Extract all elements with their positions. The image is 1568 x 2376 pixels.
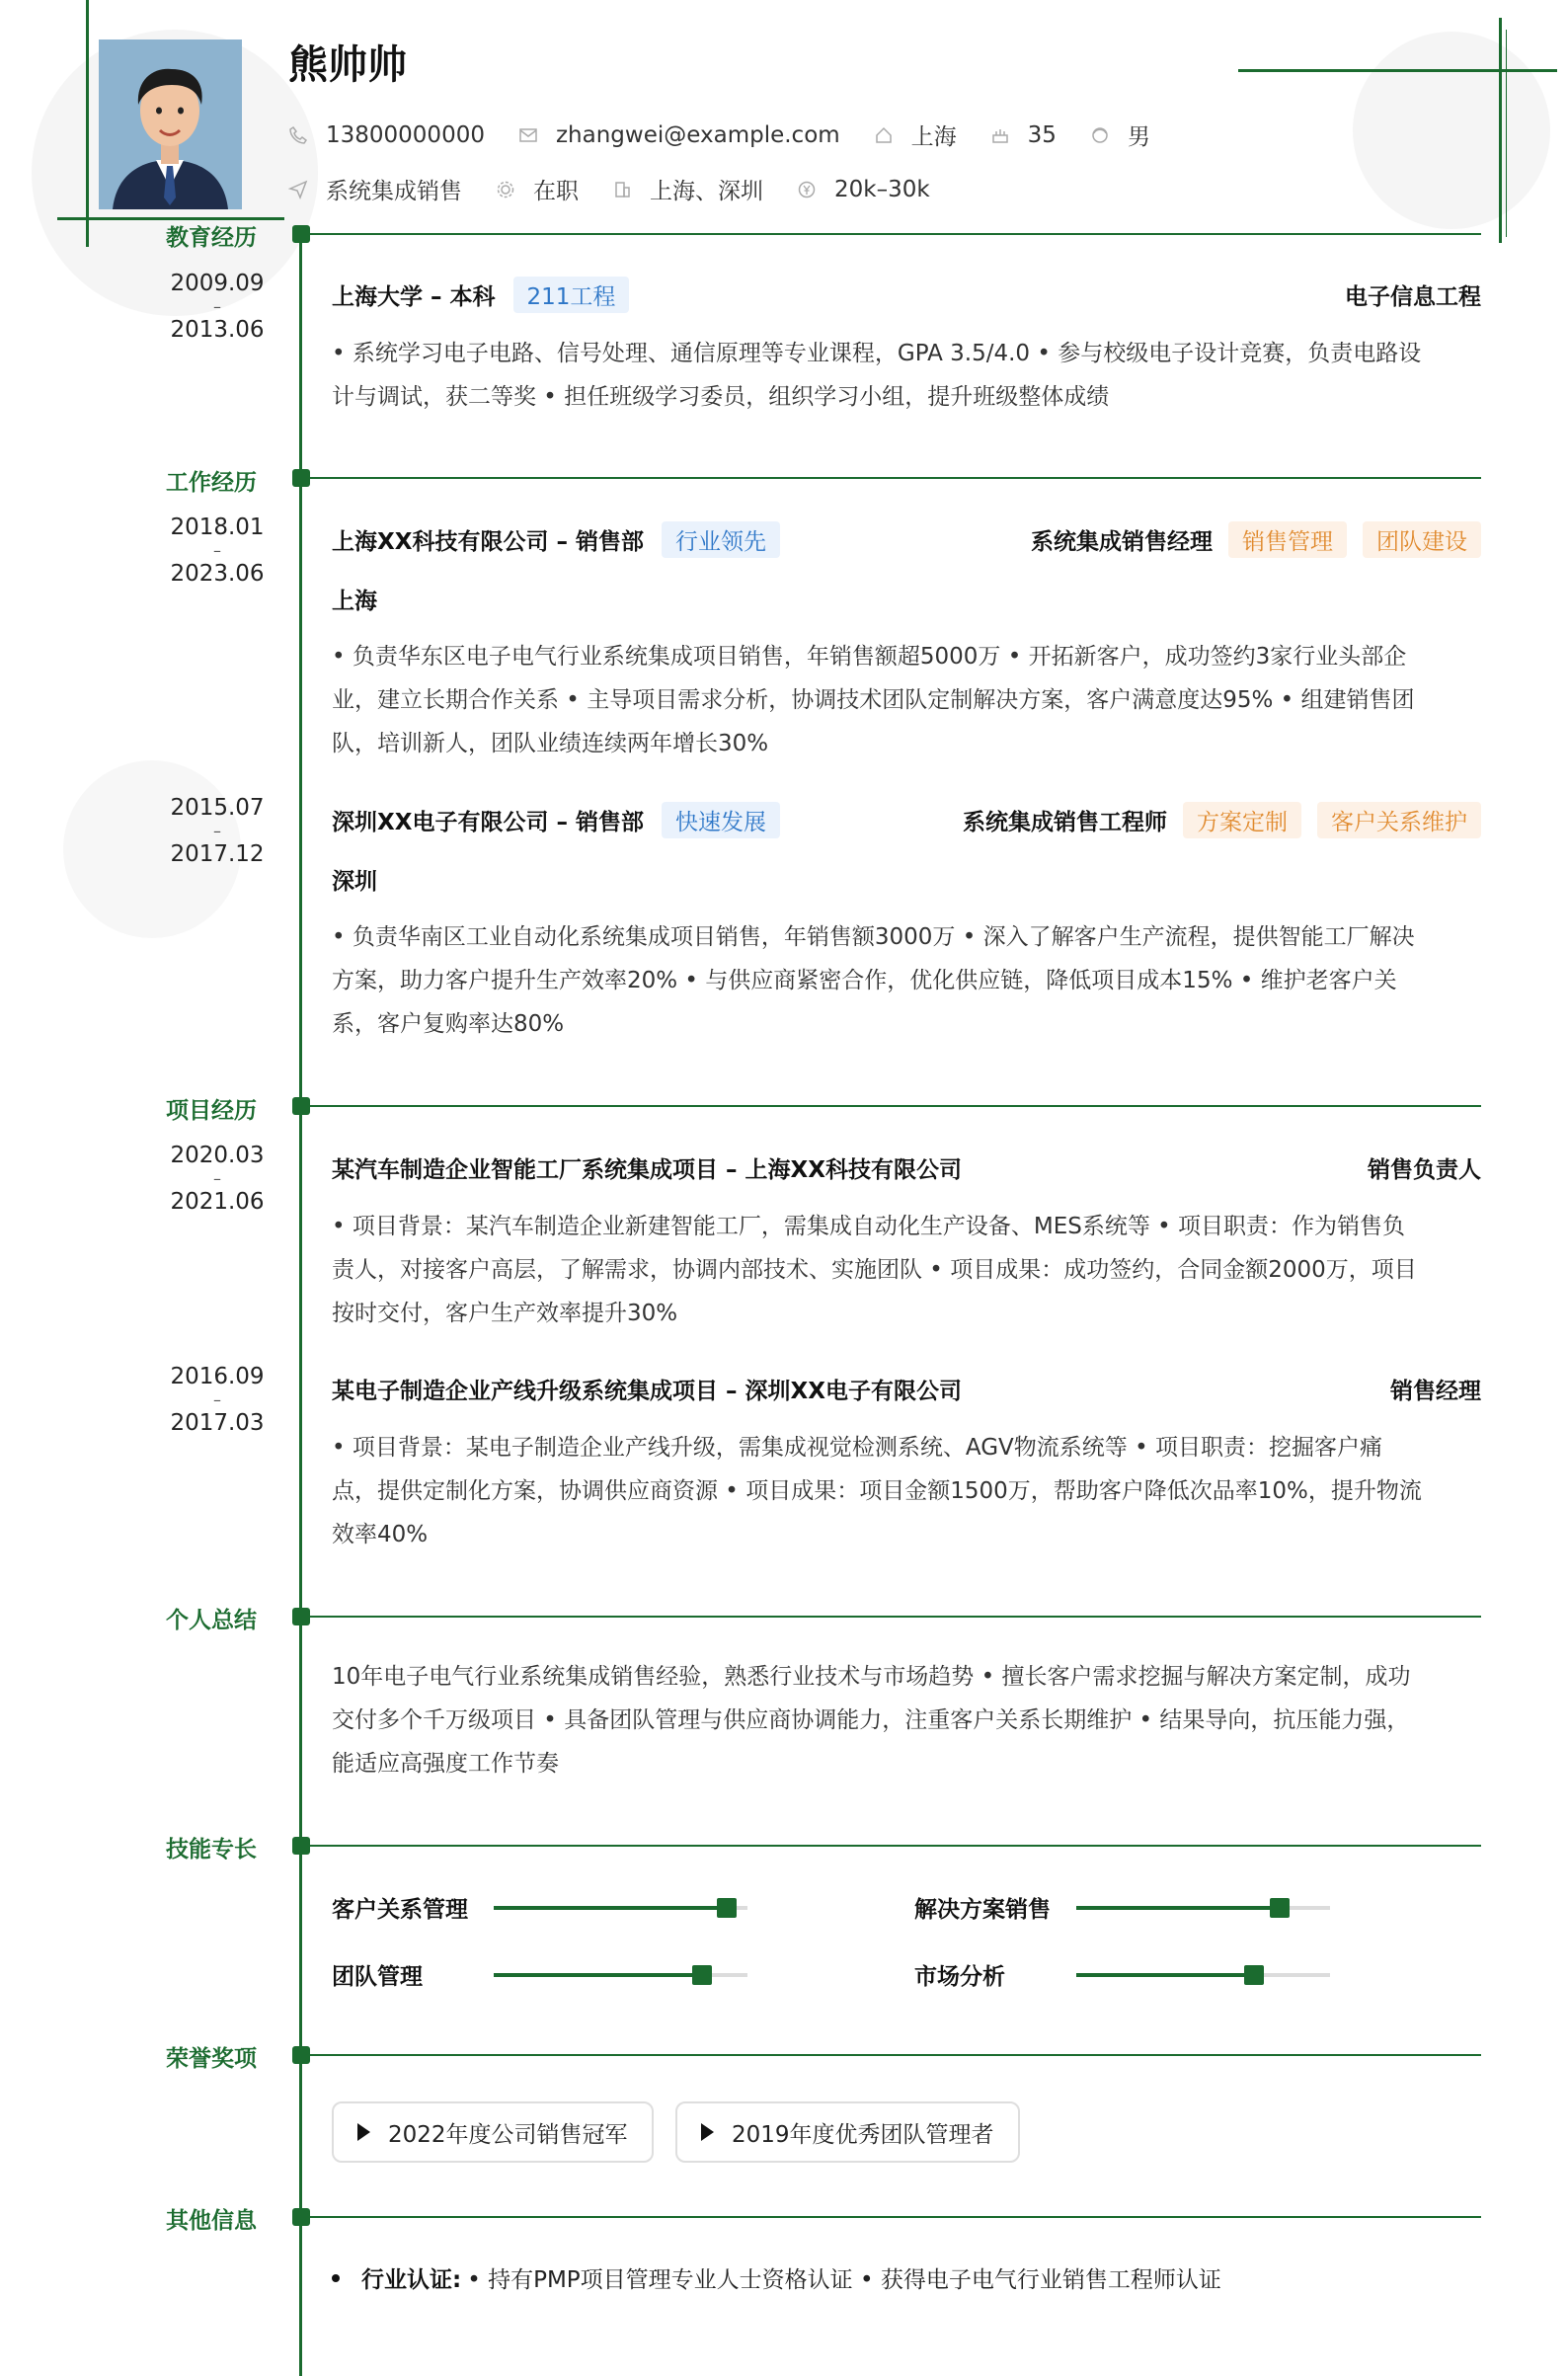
skill-bar-knob: [717, 1898, 737, 1918]
skill-bar: [1076, 1973, 1330, 1977]
skill-bar-fill: [1076, 1973, 1254, 1977]
text-line: • 负责华东区电子电气行业系统集成项目销售，年销售额超5000万 • 开拓新客户，成功签约3家行业头部企: [332, 644, 1407, 670]
section-marker: [292, 2046, 310, 2064]
date-dash: –: [213, 297, 221, 316]
date-end: 2013.06: [170, 317, 265, 343]
skill-bar-fill: [494, 1973, 702, 1977]
work-header: [332, 802, 1481, 838]
text-line: 交付多个千万级项目 • 具备团队管理与供应商协调能力，注重客户关系长期维护 • 结果导向，抗压能力强，: [332, 1707, 1410, 1733]
yuan-icon: [797, 180, 817, 199]
award-chip: [332, 2101, 654, 2163]
school-tag: 211工程: [513, 277, 630, 313]
gender-item: [1090, 119, 1150, 151]
summary-text: [332, 1655, 1481, 1785]
company-name: 深圳XX电子有限公司 – 销售部: [332, 810, 644, 835]
date-end: 2017.03: [170, 1410, 265, 1436]
target-city-item: [612, 173, 763, 205]
job-title: 系统集成销售经理: [1031, 529, 1213, 555]
work-city: 上海: [332, 589, 377, 614]
company-name: 上海XX科技有限公司 – 销售部: [332, 529, 644, 555]
skill-name: 团队管理: [332, 1964, 423, 1990]
education-description: [332, 332, 1481, 419]
age-item: [990, 122, 1057, 148]
other-info-item: [332, 2261, 1221, 2294]
play-icon: [701, 2123, 714, 2141]
city-item: [874, 119, 957, 151]
section-divider: [310, 2054, 1481, 2056]
section-title-summary: 个人总结: [166, 1608, 257, 1633]
skill-bar-knob: [1270, 1898, 1290, 1918]
text-line: 效率40%: [332, 1522, 429, 1547]
text-line: 责人，对接客户高层，了解需求，协调内部技术、实施团队 • 项目成果：成功签约，合同金额2000万，项目: [332, 1257, 1417, 1283]
date-end: 2023.06: [170, 561, 265, 587]
major: 电子信息工程: [1345, 284, 1481, 310]
phone-icon: [288, 125, 308, 145]
section-title-work: 工作经历: [166, 470, 257, 496]
work-city: 深圳: [332, 869, 377, 895]
cake-icon: [990, 125, 1010, 145]
section-marker: [292, 469, 310, 487]
date-end: 2021.06: [170, 1189, 265, 1215]
date-dash: –: [213, 541, 221, 560]
decor-line: [86, 0, 89, 247]
email-item: [518, 122, 840, 148]
date-start: 2009.09: [170, 271, 265, 296]
current-city: 上海: [910, 124, 957, 150]
other-text: • 持有PMP项目管理专业人士资格认证 • 获得电子电气行业销售工程师认证: [467, 2267, 1221, 2293]
section-divider: [310, 2216, 1481, 2218]
section-divider: [310, 233, 1481, 235]
skill-tag: 客户关系维护: [1317, 802, 1481, 838]
project-header: [332, 1151, 1481, 1184]
gender-value: 男: [1127, 124, 1150, 150]
section-divider: [310, 1845, 1481, 1847]
award-chip: [675, 2101, 1020, 2163]
skill-item: [332, 1891, 747, 1924]
date-dash: –: [213, 1169, 221, 1188]
project-title: 某电子制造企业产线升级系统集成项目 – 深圳XX电子有限公司: [332, 1379, 962, 1404]
section-title-skills: 技能专长: [166, 1837, 257, 1862]
section-divider: [310, 1616, 1481, 1618]
decor-line: [1499, 18, 1502, 243]
award-label: 2019年度优秀团队管理者: [732, 2121, 994, 2148]
skill-tag: 销售管理: [1228, 521, 1347, 558]
person-avatar-icon: [99, 40, 242, 209]
job-intent-row: [288, 173, 964, 205]
date-range: [148, 515, 286, 587]
contact-row: [288, 119, 1184, 151]
mail-icon: [518, 125, 538, 145]
skill-item: [332, 1958, 747, 1991]
section-marker: [292, 225, 310, 243]
education-header: [332, 277, 1481, 313]
home-icon: [874, 125, 894, 145]
skill-bar-knob: [692, 1965, 712, 1985]
skill-tag: 方案定制: [1183, 802, 1301, 838]
text-line: 点，提供定制化方案，协调供应商资源 • 项目成果：项目金额1500万，帮助客户降低次品率10%，提升物流: [332, 1478, 1422, 1504]
decor-circle: [1353, 32, 1550, 229]
skill-bar-knob: [1244, 1965, 1264, 1985]
skill-name: 市场分析: [914, 1964, 1005, 1990]
profile-photo: [99, 40, 242, 209]
email-address: zhangwei@example.com: [555, 121, 840, 148]
salary-range: 20k–30k: [834, 176, 930, 202]
status-item: [496, 173, 579, 205]
bullet-icon: [332, 2274, 340, 2282]
skill-bar-fill: [494, 1906, 727, 1910]
skill-bar-fill: [1076, 1906, 1280, 1910]
work-header: [332, 521, 1481, 558]
date-end: 2017.12: [170, 841, 265, 867]
project-description: [332, 1426, 1481, 1556]
date-range: [148, 272, 286, 343]
candidate-name: 熊帅帅: [288, 42, 407, 88]
skill-bar: [494, 1906, 747, 1910]
award-label: 2022年度公司销售冠军: [388, 2121, 628, 2148]
section-title-awards: 荣誉奖项: [166, 2046, 257, 2072]
date-range: [148, 1144, 286, 1215]
section-marker: [292, 1608, 310, 1625]
text-line: 方案，助力客户提升生产效率20% • 与供应商紧密合作，优化供应链，降低项目成本15% • 维护老客户关: [332, 968, 1397, 993]
project-header: [332, 1373, 1481, 1405]
date-start: 2015.07: [170, 795, 265, 821]
text-line: 10年电子电气行业系统集成销售经验，熟悉行业技术与市场趋势 • 擅长客户需求挖掘与解决方案定制，成功: [332, 1664, 1411, 1690]
target-city: 上海、深圳: [650, 179, 763, 204]
job-status: 在职: [533, 179, 579, 204]
text-line: 计与调试，获二等奖 • 担任班级学习委员，组织学习小组，提升班级整体成绩: [332, 384, 1110, 410]
salary-item: [797, 177, 930, 202]
section-marker: [292, 2208, 310, 2226]
section-divider: [310, 1105, 1481, 1107]
text-line: • 项目背景：某汽车制造企业新建智能工厂，需集成自动化生产设备、MES系统等 • 项目职责：作为销售负: [332, 1214, 1406, 1239]
skill-bar: [494, 1973, 747, 1977]
skill-tag: 团队建设: [1363, 521, 1481, 558]
date-start: 2018.01: [170, 515, 265, 540]
project-role: 销售负责人: [1368, 1157, 1481, 1183]
section-title-projects: 项目经历: [166, 1098, 257, 1124]
work-description: [332, 915, 1481, 1046]
school-name: 上海大学 – 本科: [332, 284, 496, 310]
section-marker: [292, 1097, 310, 1115]
date-dash: –: [213, 822, 221, 840]
section-divider: [310, 477, 1481, 479]
section-title-other: 其他信息: [166, 2208, 257, 2234]
text-line: 业，建立长期合作关系 • 主导项目需求分析，协调技术团队定制解决方案，客户满意度达95% • 组建销售团: [332, 687, 1415, 713]
job-item: [288, 173, 462, 205]
section-title-education: 教育经历: [166, 225, 257, 251]
company-tag: 快速发展: [662, 802, 780, 838]
send-icon: [288, 180, 308, 199]
date-start: 2016.09: [170, 1364, 265, 1389]
decor-line: [1506, 30, 1507, 237]
play-icon: [357, 2123, 370, 2141]
date-dash: –: [213, 1390, 221, 1409]
company-tag: 行业领先: [662, 521, 780, 558]
face-icon: [1090, 125, 1110, 145]
job-title: 系统集成销售工程师: [963, 810, 1167, 835]
skill-name: 客户关系管理: [332, 1897, 468, 1923]
building-icon: [612, 180, 632, 199]
text-line: 系，客户复购率达80%: [332, 1011, 565, 1037]
date-range: [148, 796, 286, 867]
text-line: 按时交付，客户生产效率提升30%: [332, 1301, 678, 1326]
skill-item: [914, 1958, 1330, 1991]
decor-line: [1238, 69, 1557, 72]
target-job: 系统集成销售: [326, 179, 462, 204]
phone-number: 13800000000: [326, 121, 485, 148]
section-marker: [292, 1837, 310, 1855]
project-title: 某汽车制造企业智能工厂系统集成项目 – 上海XX科技有限公司: [332, 1157, 962, 1183]
project-description: [332, 1205, 1481, 1335]
date-range: [148, 1365, 286, 1436]
gear-icon: [496, 180, 515, 199]
project-role: 销售经理: [1390, 1379, 1481, 1404]
text-line: • 系统学习电子电路、信号处理、通信原理等专业课程，GPA 3.5/4.0 • 参与校级电子设计竞赛，负责电路设: [332, 341, 1422, 366]
skill-name: 解决方案销售: [914, 1897, 1051, 1923]
text-line: • 项目背景：某电子制造企业产线升级，需集成视觉检测系统、AGV物流系统等 • 项目职责：挖掘客户痛: [332, 1435, 1382, 1461]
age-value: 35: [1027, 121, 1057, 148]
text-line: 能适应高强度工作节奏: [332, 1751, 559, 1777]
phone-item: [288, 122, 485, 148]
skill-bar: [1076, 1906, 1330, 1910]
other-label: 行业认证:: [361, 2267, 462, 2293]
work-description: [332, 635, 1481, 765]
skill-item: [914, 1891, 1330, 1924]
text-line: • 负责华南区工业自动化系统集成项目销售，年销售额3000万 • 深入了解客户生产流程，提供智能工厂解决: [332, 924, 1415, 950]
text-line: 队，培训新人，团队业绩连续两年增长30%: [332, 731, 769, 756]
date-start: 2020.03: [170, 1143, 265, 1168]
